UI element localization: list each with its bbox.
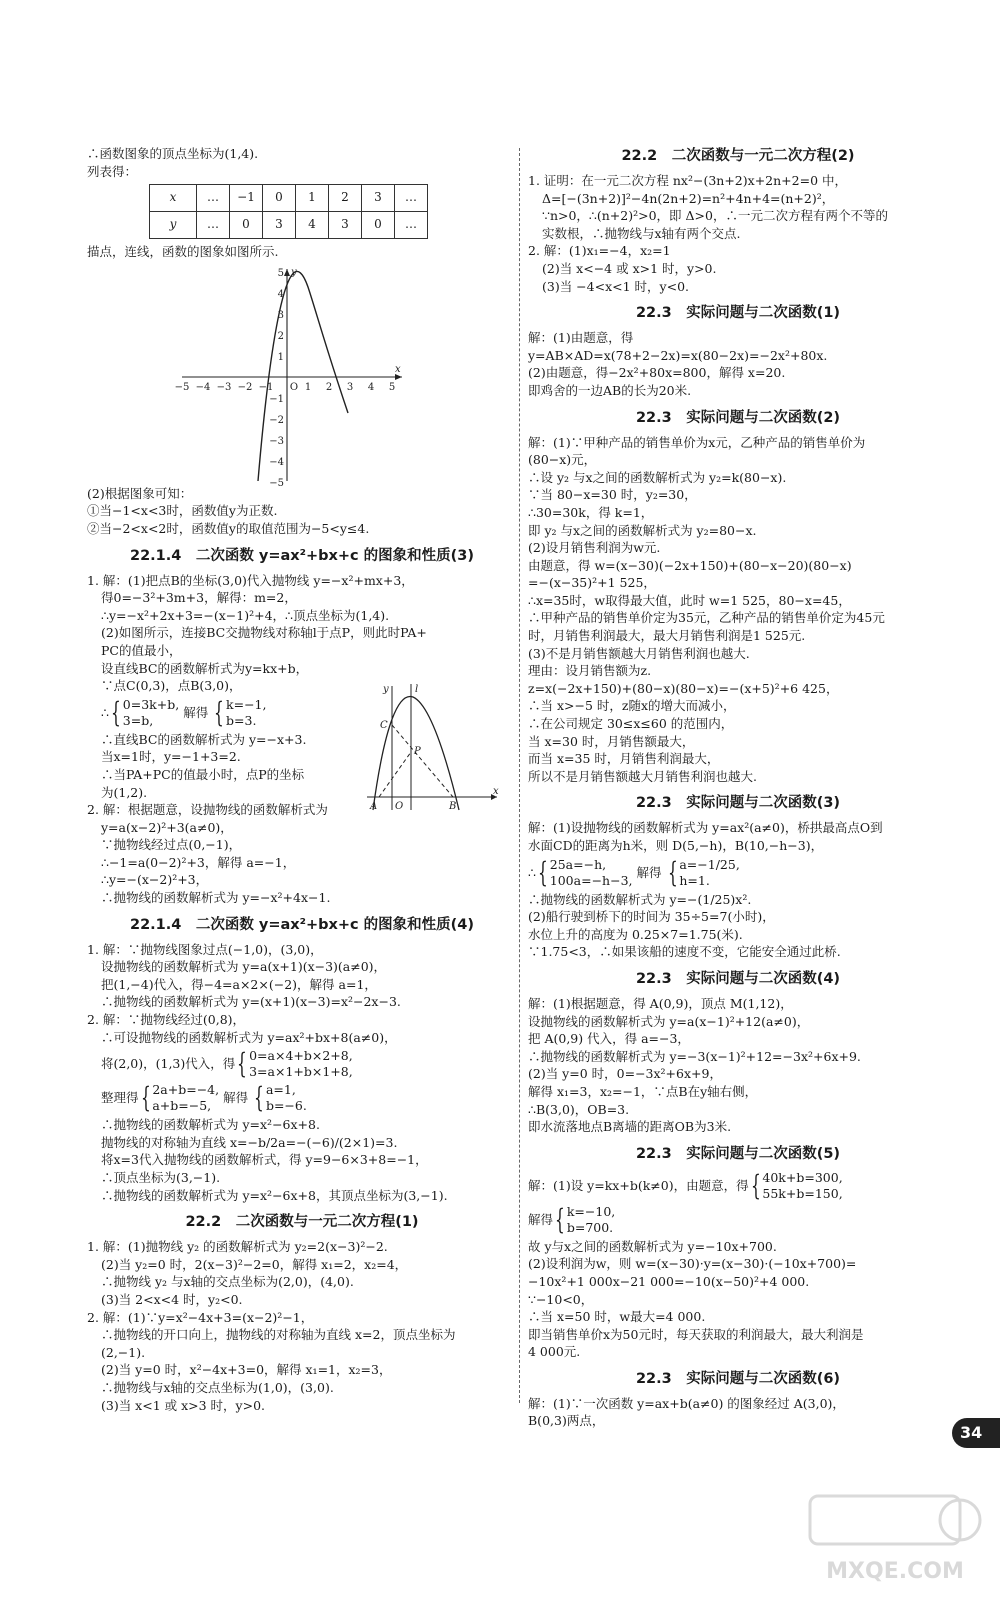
- value-table: [149, 184, 428, 239]
- text-line: 解：(1)∵一次函数 y=ax+b(a≠0) 的图象经过 A(3,0)，: [528, 1395, 845, 1411]
- text-line: 1. 解：(1)把点B的坐标(3,0)代入抛物线 y=−x²+mx+3，: [87, 572, 414, 588]
- x-tick-label: −3: [216, 381, 232, 393]
- text-line: ∵点C(0,3)，点B(3,0)，: [101, 678, 242, 694]
- section-heading: 22.1.4 二次函数 y=ax²+bx+c 的图象和性质(4): [129, 916, 475, 933]
- text-line: (3)不是月销售额越大月销售利润也越大.: [528, 645, 750, 661]
- table-cell: x: [150, 185, 197, 212]
- text-line: 即水流落地点B离墙的距离OB为3米.: [528, 1119, 732, 1135]
- table-row: [150, 212, 428, 239]
- table-cell: 3: [362, 185, 395, 212]
- text-line: 把(1,−4)代入，得−4=a×2×(−2)，解得 a=1，: [101, 976, 377, 992]
- x-tick-label: 1: [304, 381, 312, 393]
- x-tick-label: 5: [388, 381, 396, 393]
- table-cell: …: [395, 185, 428, 212]
- y-tick-label: 2: [277, 330, 284, 342]
- text-line: z=x(−2x+150)+(80−x)(80−x)=−(x+5)²+6 425，: [528, 680, 839, 696]
- text-line: ∴设 y₂ 与x之间的函数解析式为 y₂=k(80−x).: [528, 469, 787, 485]
- text-line: ∵n>0，∴(n+2)²>0，即 Δ>0，∴一元二次方程有两个不等的: [542, 208, 888, 224]
- text-line: B(0,3)两点，: [528, 1413, 605, 1429]
- text-line: (2)设利润为w，则 w=(x−30)·y=(x−30)·(−10x+700)=: [528, 1256, 857, 1272]
- equation-system: 解：(1)设 y=kx+b(k≠0)，由题意，得 { 40k+b=300, 55k+b=150,: [528, 1168, 843, 1202]
- text-line: 解得 x₁=3，x₂=−1，∵点B在y轴右侧，: [528, 1083, 758, 1099]
- y-tick-label: 3: [277, 309, 284, 321]
- text-line: 抛物线的对称轴为直线 x=−b/2a=−(−6)/(2×1)=3.: [101, 1134, 398, 1150]
- svg-text:MXQE.COM: MXQE.COM: [826, 1559, 964, 1584]
- text-line: (2)当 y₂=0 时，2(x−3)²−2=0，解得 x₁=2，x₂=4，: [101, 1256, 408, 1272]
- text-line: ∴顶点坐标为(3,−1).: [101, 1170, 221, 1185]
- text-line: 解：(1)根据题意，得 A(0,9)，顶点 M(1,12)，: [528, 995, 793, 1011]
- x-tick-label: −2: [237, 381, 253, 393]
- text-line: 1. 解：∵抛物线图象过点(−1,0)，(3,0)，: [87, 941, 323, 957]
- text-line: ∴x=35时，w取得最大值，此时 w=1 525，80−x=45，: [528, 592, 851, 608]
- text-line: ∴甲种产品的销售单价定为35元，乙种产品的销售单价定为45元: [528, 610, 885, 626]
- text-line: (3)当 2<x<4 时，y₂<0.: [101, 1291, 243, 1307]
- text-line: 2. 解：(1)x₁=−4，x₂=1: [528, 243, 671, 259]
- x-tick-label: −5: [174, 381, 190, 393]
- text-line: ∴抛物线的函数解析式为 y=x²−6x+8，其顶点坐标为(3,−1).: [101, 1187, 448, 1203]
- y-tick-label: 1: [277, 351, 284, 363]
- page-number: 34: [952, 1418, 1000, 1448]
- y-tick-label: 5: [277, 267, 284, 279]
- text-line: (2)如图所示，连接BC交抛物线对称轴l于点P，则此时PA+: [101, 625, 427, 641]
- text-line: 得0=−3²+3m+3，解得：m=2，: [101, 590, 297, 606]
- text-line: ∴B(3,0)，OB=3.: [528, 1101, 630, 1117]
- table-cell: …: [197, 185, 230, 212]
- text-line: (3)当 x<1 或 x>3 时，y>0.: [101, 1397, 266, 1413]
- text-line: 理由：设月销售额为z.: [528, 663, 652, 679]
- text-line: 1. 证明：在一元二次方程 nx²−(3n+2)x+2n+2=0 中，: [528, 173, 847, 188]
- text-line: y=AB×AD=x(78+2−2x)=x(80−2x)=−2x²+80x.: [528, 347, 828, 363]
- equation-system: ∴ { 0=3k+b, 3=b, 解得 { k=−1, b=3.: [101, 695, 267, 729]
- text-line: 设直线BC的函数解析式为y=kx+b，: [101, 660, 309, 676]
- y-axis-label: y: [291, 266, 297, 278]
- text-line: 即鸡舍的一边AB的长为20米.: [528, 382, 692, 398]
- text-line: 故 y与x之间的函数解析式为 y=−10x+700.: [528, 1238, 777, 1254]
- x-tick-label: O: [289, 381, 299, 393]
- svg-text:l: l: [415, 683, 419, 695]
- section-heading: 22.3 实际问题与二次函数(6): [635, 1370, 841, 1387]
- text-line: ∴抛物线的开口向上，抛物线的对称轴为直线 x=2，顶点坐标为: [101, 1327, 456, 1343]
- text-line: 把 A(0,9) 代入，得 a=−3，: [528, 1031, 690, 1047]
- table-cell: 1: [296, 185, 329, 212]
- text-line: ∴抛物线的函数解析式为 y=x²−6x+8.: [101, 1117, 320, 1133]
- text-line: 所以不是月销售额越大月销售利润也越大.: [528, 768, 757, 784]
- text-line: Δ=[−(3n+2)]²−4n(2n+2)=n²+4n+4=(n+2)²，: [542, 190, 835, 206]
- y-tick-label: −4: [269, 456, 284, 468]
- text-line: 解：(1)由题意，得: [528, 330, 634, 346]
- text-line: (2)当 x<−4 或 x>1 时，y>0.: [542, 260, 717, 276]
- text-line: (2)根据图象可知：: [87, 485, 193, 501]
- text-line: 即 y₂ 与x之间的函数解析式为 y₂=80−x.: [528, 522, 757, 538]
- table-cell: y: [150, 212, 197, 239]
- text-line: 当x=1时，y=−1+3=2.: [101, 749, 241, 765]
- y-tick-label: −3: [269, 435, 284, 447]
- text-line: 2. 解：根据题意，设抛物线的函数解析式为: [87, 802, 328, 818]
- text-line: (2,−1).: [101, 1344, 146, 1360]
- svg-text:P: P: [414, 745, 421, 757]
- watermark-logo: [800, 1488, 990, 1588]
- text-line: 2. 解：∵抛物线经过(0,8)，: [87, 1012, 246, 1028]
- x-tick-label: 2: [325, 381, 333, 393]
- text-line: (2)当 y=0 时，x²−4x+3=0，解得 x₁=1，x₂=3，: [101, 1362, 392, 1378]
- text-line: 列表得：: [87, 163, 138, 179]
- text-line: 而当 x=35 时，月销售利润最大，: [528, 751, 720, 767]
- table-cell: −1: [230, 185, 263, 212]
- equation-system: ∴ { 25a=−h, 100a=−h−3, 解得 { a=−1/25, h=1.: [528, 855, 740, 889]
- equation-system: 将(2,0)，(1,3)代入，得 { 0=a×4+b×2+8, 3=a×1+b×1+8,: [101, 1047, 353, 1081]
- x-tick-label: −4: [195, 381, 211, 393]
- equation-system: 整理得 { 2a+b=−4, a+b=−5, 解得 { a=1, b=−6.: [101, 1081, 307, 1115]
- text-line: ∵−10<0，: [528, 1291, 594, 1307]
- section-heading: 22.3 实际问题与二次函数(5): [635, 1145, 841, 1162]
- text-line: 1. 解：(1)抛物线 y₂ 的函数解析式为 y₂=2(x−3)²−2.: [87, 1239, 388, 1255]
- text-line: ①当−1<x<3时，函数值y为正数.: [87, 503, 278, 519]
- text-line: ∴y=−x²+2x+3=−(x−1)²+4，∴顶点坐标为(1,4).: [101, 607, 390, 623]
- y-tick-label: −1: [269, 393, 284, 405]
- x-tick-label: 3: [346, 381, 354, 393]
- y-tick-label: −5: [269, 477, 284, 489]
- section-heading: 22.1.4 二次函数 y=ax²+bx+c 的图象和性质(3): [129, 547, 475, 564]
- text-line: ∴在公司规定 30≤x≤60 的范围内，: [528, 716, 734, 732]
- text-line: ∴−1=a(0−2)²+3，解得 a=−1，: [101, 854, 296, 870]
- text-line: 当 x=30 时，月销售额最大，: [528, 733, 695, 749]
- svg-text:B: B: [449, 800, 457, 812]
- x-axis-label: x: [395, 363, 401, 375]
- text-line: ∴可设抛物线的函数解析式为 y=ax²+bx+8(a≠0)，: [101, 1029, 397, 1045]
- table-cell: 3: [329, 212, 362, 239]
- section-heading: 22.3 实际问题与二次函数(1): [635, 305, 841, 322]
- column-divider: [519, 148, 520, 1403]
- text-line: y=a(x−2)²+3(a≠0)，: [101, 819, 233, 835]
- text-line: 设抛物线的函数解析式为 y=a(x+1)(x−3)(a≠0)，: [101, 959, 387, 975]
- text-line: 解：(1)设抛物线的函数解析式为 y=ax²(a≠0)，桥拱最高点O到: [528, 820, 883, 836]
- text-line: ∴30=30k，得 k=1，: [528, 504, 654, 520]
- text-line: (2)设月销售利润为w元.: [528, 540, 661, 556]
- text-line: 4 000元.: [528, 1344, 581, 1360]
- text-line: −10x²+1 000x−21 000=−10(x−50)²+4 000.: [528, 1273, 810, 1289]
- parabola-graph: [174, 263, 407, 489]
- bc-figure: [367, 682, 502, 812]
- section-heading: 22.3 实际问题与二次函数(4): [635, 970, 841, 987]
- section-heading: 22.3 实际问题与二次函数(3): [635, 795, 841, 812]
- text-line: ∴直线BC的函数解析式为 y=−x+3.: [101, 731, 307, 747]
- table-cell: 2: [329, 185, 362, 212]
- text-line: (80−x)元，: [528, 452, 597, 468]
- text-line: ∴y=−(x−2)²+3，: [101, 872, 209, 888]
- text-line: (2)由题意，得−2x²+80x=800，解得 x=20.: [528, 365, 786, 381]
- text-line: ∴抛物线的函数解析式为 y=−x²+4x−1.: [101, 890, 331, 906]
- text-line: ∴当 x>−5 时，z随x的增大而减小，: [528, 698, 736, 714]
- text-line: ②当−2<x<2时，函数值y的取值范围为−5<y≤4.: [87, 520, 370, 536]
- table-row: [150, 185, 428, 212]
- svg-text:C: C: [380, 719, 388, 731]
- text-line: (2)船行驶到桥下的时间为 35÷5=7(小时)，: [528, 909, 775, 925]
- text-line: 由题意，得 w=(x−30)(−2x+150)+(80−x−20)(80−x): [528, 557, 852, 573]
- svg-text:y: y: [383, 683, 389, 695]
- text-line: ∴抛物线的函数解析式为 y=(x+1)(x−3)=x²−2x−3.: [101, 994, 401, 1010]
- table-cell: …: [197, 212, 230, 239]
- text-line: =−(x−35)²+1 525，: [528, 575, 656, 591]
- svg-text:O: O: [395, 800, 404, 812]
- text-line: PC的值最小，: [101, 642, 182, 658]
- svg-text:A: A: [370, 800, 378, 812]
- text-line: 为(1,2).: [101, 784, 148, 800]
- text-line: ∴函数图象的顶点坐标为(1,4).: [87, 146, 259, 161]
- text-line: ∴抛物线的函数解析式为 y=−(1/25)x².: [528, 891, 752, 907]
- text-line: 设抛物线的函数解析式为 y=a(x−1)²+12(a≠0)，: [528, 1013, 810, 1029]
- text-line: ∴抛物线与x轴的交点坐标为(1,0)，(3,0).: [101, 1379, 334, 1395]
- text-line: 即当销售单价x为50元时，每天获取的利润最大，最大利润是: [528, 1326, 864, 1342]
- text-line: ∴当PA+PC的值最小时，点P的坐标: [101, 766, 305, 782]
- table-cell: 0: [230, 212, 263, 239]
- section-heading: 22.2 二次函数与一元二次方程(2): [621, 148, 855, 164]
- right-column: [528, 145, 948, 1430]
- parabola-curve: [258, 271, 348, 481]
- table-cell: 0: [263, 185, 296, 212]
- left-column: [87, 145, 517, 1414]
- text-line: 2. 解：(1)∵y=x²−4x+3=(x−2)²−1，: [87, 1309, 314, 1325]
- text-line: 水位上升的高度为 0.25×7=1.75(米).: [528, 926, 743, 942]
- table-cell: …: [395, 212, 428, 239]
- text-line: ∴抛物线 y₂ 与x轴的交点坐标为(2,0)，(4,0).: [101, 1274, 354, 1290]
- x-tick-label: −1: [258, 381, 274, 393]
- text-line: ∵当 80−x=30 时，y₂=30，: [528, 487, 697, 503]
- section-heading: 22.3 实际问题与二次函数(2): [635, 409, 841, 426]
- x-tick-label: 4: [367, 381, 375, 393]
- text-line: (2)当 y=0 时，0=−3x²+6x+9，: [528, 1066, 722, 1082]
- text-line: 时，月销售利润最大，最大月销售利润是1 525元.: [528, 628, 806, 644]
- text-line: 描点，连线，函数的图象如图所示.: [87, 244, 279, 260]
- table-cell: 0: [362, 212, 395, 239]
- y-tick-label: 4: [277, 288, 284, 300]
- text-line: 实数根，∴抛物线与x轴有两个交点.: [542, 225, 741, 241]
- table-cell: 3: [263, 212, 296, 239]
- text-line: ∵1.75<3，∴如果该船的速度不变，它能安全通过此桥.: [528, 944, 841, 960]
- text-line: 将x=3代入抛物线的函数解析式，得 y=9−6×3+8=−1，: [101, 1152, 428, 1168]
- y-tick-label: −2: [269, 414, 284, 426]
- svg-text:x: x: [493, 785, 499, 797]
- table-cell: 4: [296, 212, 329, 239]
- text-line: ∴当 x=50 时，w最大=4 000.: [528, 1309, 706, 1325]
- text-line: 水面CD的距离为h米，则 D(5,−h)，B(10,−h−3)，: [528, 838, 824, 853]
- text-line: ∴抛物线的函数解析式为 y=−3(x−1)²+12=−3x²+6x+9.: [528, 1048, 861, 1064]
- equation-system: 解得 { k=−10, b=700.: [528, 1202, 616, 1236]
- text-line: 解：(1)∵甲种产品的销售单价为x元，乙种产品的销售单价为: [528, 434, 866, 450]
- text-line: (3)当 −4<x<1 时，y<0.: [542, 278, 689, 294]
- section-heading: 22.2 二次函数与一元二次方程(1): [185, 1214, 419, 1231]
- text-line: ∵抛物线经过点(0,−1)，: [101, 837, 242, 853]
